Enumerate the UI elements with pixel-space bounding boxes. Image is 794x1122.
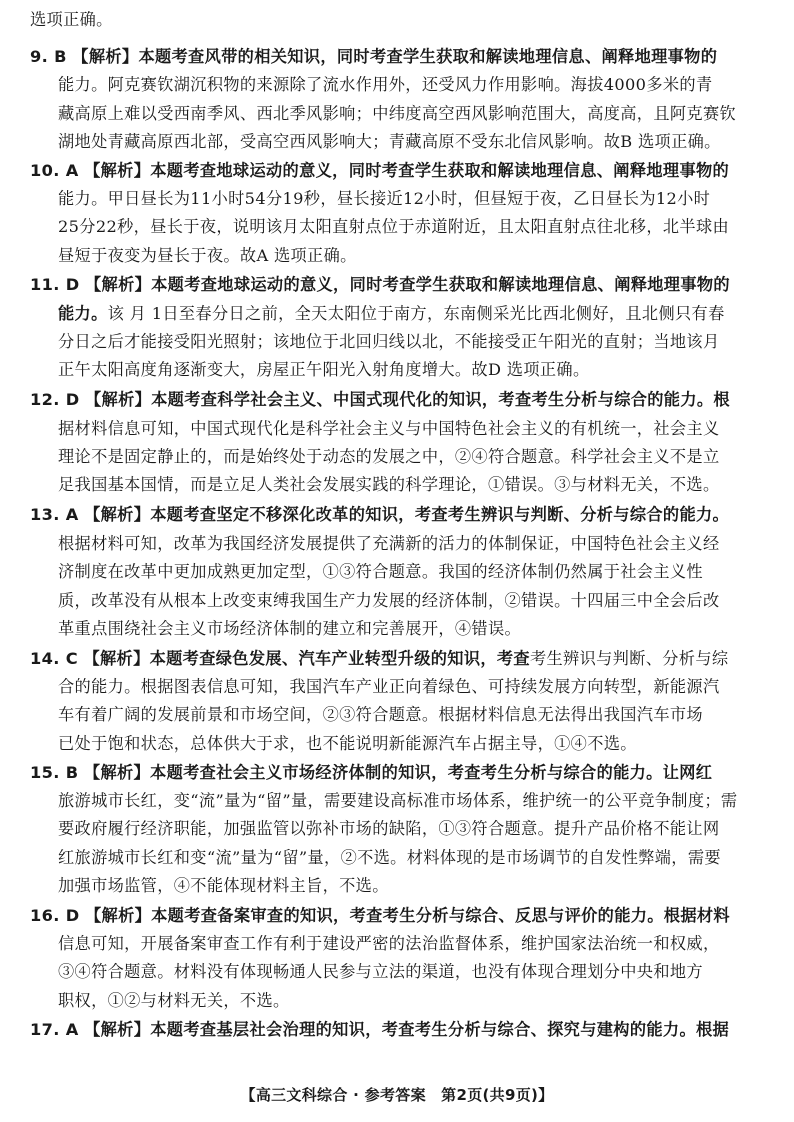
text-line (58, 332, 720, 352)
body-text: 加强市场监管，④不能体现材料主旨，不选。 (58, 876, 389, 895)
text-line (58, 475, 720, 495)
body-text: ③④符合题意。材料没有体现畅通人民参与立法的渠道，也没有体现合理划分中央和地方 (58, 962, 703, 981)
text-line (58, 360, 589, 380)
body-text: 职权，①②与材料无关，不选。 (58, 991, 290, 1010)
body-text: 25分22秒，昼长于夜，说明该月太阳直射点位于赤道附近，且太阳直射点往北移，北半球由 (58, 217, 730, 236)
bold-analysis-text: 能力。 (58, 304, 108, 323)
bold-analysis-text: 【解析】本题考查备案审查的知识，考查考生分析与综合、反思与评价的能力。根据材料 (85, 906, 730, 925)
body-text: 要政府履行经济职能，加强监管以弥补市场的缺陷，①③符合题意。提升产品价格不能让网 (58, 819, 720, 838)
text-line (58, 246, 357, 266)
body-text: 分日之后才能接受阳光照射；该地位于北回归线以北，不能接受正午阳光的直射；当地该月 (58, 332, 720, 351)
text-line (58, 189, 710, 209)
question-number: 11. D (30, 275, 80, 294)
answer-item-heading (30, 649, 728, 669)
body-text: 济制度在改革中更加成熟更加定型，①③符合题意。我国的经济体制仍然属于社会主义性 (58, 562, 703, 581)
text-line (58, 991, 290, 1011)
question-number: 16. D (30, 906, 80, 925)
body-text: 昼短于夜变为昼长于夜。故A 选项正确。 (58, 246, 357, 265)
text-line (30, 10, 113, 30)
body-text: 能力。甲日昼长为11小时54分19秒，昼长接近12小时，但昼短于夜，乙日昼长为12小时 (58, 189, 711, 208)
body-text: 湖地处青藏高原西北部，受高空西风影响大；青藏高原不受东北信风影响。故B 选项正确。 (58, 132, 721, 151)
question-number: 15. B (30, 763, 79, 782)
text-line (58, 562, 703, 582)
text-line (58, 934, 720, 954)
body-text: 理论不是固定静止的，而是始终处于动态的发展之中，②④符合题意。科学社会主义不是立 (58, 447, 720, 466)
text-line (58, 819, 720, 839)
text-line (58, 619, 521, 639)
body-text: 红旅游城市长红和变“流”量为“留”量，②不选。材料体现的是市场调节的自发性弊端，需要 (58, 848, 721, 867)
answer-item-heading (30, 275, 730, 295)
question-number: 12. D (30, 390, 80, 409)
answer-item-heading (30, 47, 717, 67)
text-line (58, 962, 703, 982)
body-text: 质，改革没有从根本上改变束缚我国生产力发展的经济体制，②错误。十四届三中全会后改 (58, 591, 720, 610)
text-line (58, 677, 720, 697)
question-number: 9. B (30, 47, 67, 66)
text-line (58, 304, 725, 324)
text-line (58, 734, 637, 754)
body-text: 正午太阳高度角逐渐变大，房屋正午阳光入射角度增大。故D 选项正确。 (58, 360, 590, 379)
page-footer: 【高三文科综合 · 参考答案 第2页(共9页)】 (240, 1086, 554, 1104)
answer-item-heading (30, 1020, 729, 1040)
text-line (58, 534, 720, 554)
text-line (58, 791, 737, 811)
body-text: 合的能力。根据图表信息可知，我国汽车产业正向着绿色、可持续发展方向转型，新能源汽 (58, 677, 720, 696)
body-text: 能力。阿克赛钦湖沉积物的来源除了流水作用外，还受风力作用影响。海拔4000多米的青 (58, 75, 713, 94)
text-line (58, 419, 720, 439)
answer-item-heading (30, 906, 730, 926)
answer-item-heading (30, 763, 712, 783)
text-line (58, 217, 729, 237)
question-number: 14. C (30, 649, 78, 668)
question-number: 10. A (30, 161, 79, 180)
text-line (58, 705, 703, 725)
bold-analysis-text: 【解析】本题考查绿色发展、汽车产业转型升级的知识，考查 (83, 649, 530, 668)
bold-analysis-text: 【解析】本题考查科学社会主义、中国式现代化的知识，考查考生分析与综合的能力。根 (85, 390, 730, 409)
body-text: 据材料信息可知，中国式现代化是科学社会主义与中国特色社会主义的有机统一，社会主义 (58, 419, 720, 438)
text-line (58, 104, 736, 124)
bold-analysis-text: 【解析】本题考查地球运动的意义，同时考查学生获取和解读地理信息、阐释地理事物的 (84, 161, 730, 180)
text-line (58, 132, 721, 152)
bold-analysis-text: 【解析】本题考查坚定不移深化改革的知识，考查考生辨识与判断、分析与综合的能力。 (84, 505, 730, 524)
body-text: 藏高原上难以受西南季风、西北季风影响；中纬度高空西风影响范围大，高度高，且阿克赛钦 (58, 104, 737, 123)
body-text: 已处于饱和状态，总体供大于求，也不能说明新能源汽车占据主导，①④不选。 (58, 734, 637, 753)
body-text: 信息可知，开展备案审查工作有利于建设严密的法治监督体系，维护国家法治统一和权威， (58, 934, 720, 953)
body-text: 车有着广阔的发展前景和市场空间，②③符合题意。根据材料信息无法得出我国汽车市场 (58, 705, 703, 724)
text-line (58, 876, 389, 896)
text-line (58, 75, 712, 95)
text-line (58, 848, 721, 868)
bold-analysis-text: 【解析】本题考查风带的相关知识，同时考查学生获取和解读地理信息、阐释地理事物的 (72, 47, 718, 66)
answer-item-heading (30, 390, 730, 410)
text-line (58, 447, 720, 467)
bold-analysis-text: 【解析】本题考查基层社会治理的知识，考查考生分析与综合、探究与建构的能力。根据 (84, 1020, 730, 1039)
answer-item-heading (30, 161, 729, 181)
bold-analysis-text: 【解析】本题考查地球运动的意义，同时考查学生获取和解读地理信息、阐释地理事物的 (85, 275, 730, 294)
body-text: 革重点围绕社会主义市场经济体制的建立和完善展开，④错误。 (58, 619, 522, 638)
body-text: 该 月 1日至春分日之前，全天太阳位于南方，东南侧采光比西北侧好，且北侧只有春 (107, 304, 725, 323)
question-number: 17. A (30, 1020, 79, 1039)
body-text: 足我国基本国情，而是立足人类社会发展实践的科学理论，①错误。③与材料无关，不选。 (58, 475, 720, 494)
bold-analysis-text: 【解析】本题考查社会主义市场经济体制的知识，考查考生分析与综合的能力。让网红 (83, 763, 713, 782)
body-text: 根据材料可知，改革为我国经济发展提供了充满新的活力的体制保证，中国特色社会主义经 (58, 534, 720, 553)
text-line (58, 591, 720, 611)
body-text: 旅游城市长红，变“流”量为“留”量，需要建设高标准市场体系，维护统一的公平竞争制度；需 (58, 791, 738, 810)
body-text: 选项正确。 (30, 10, 113, 29)
body-text: 考生辨识与判断、分析与综 (529, 649, 729, 668)
question-number: 13. A (30, 505, 79, 524)
answer-item-heading (30, 505, 729, 525)
